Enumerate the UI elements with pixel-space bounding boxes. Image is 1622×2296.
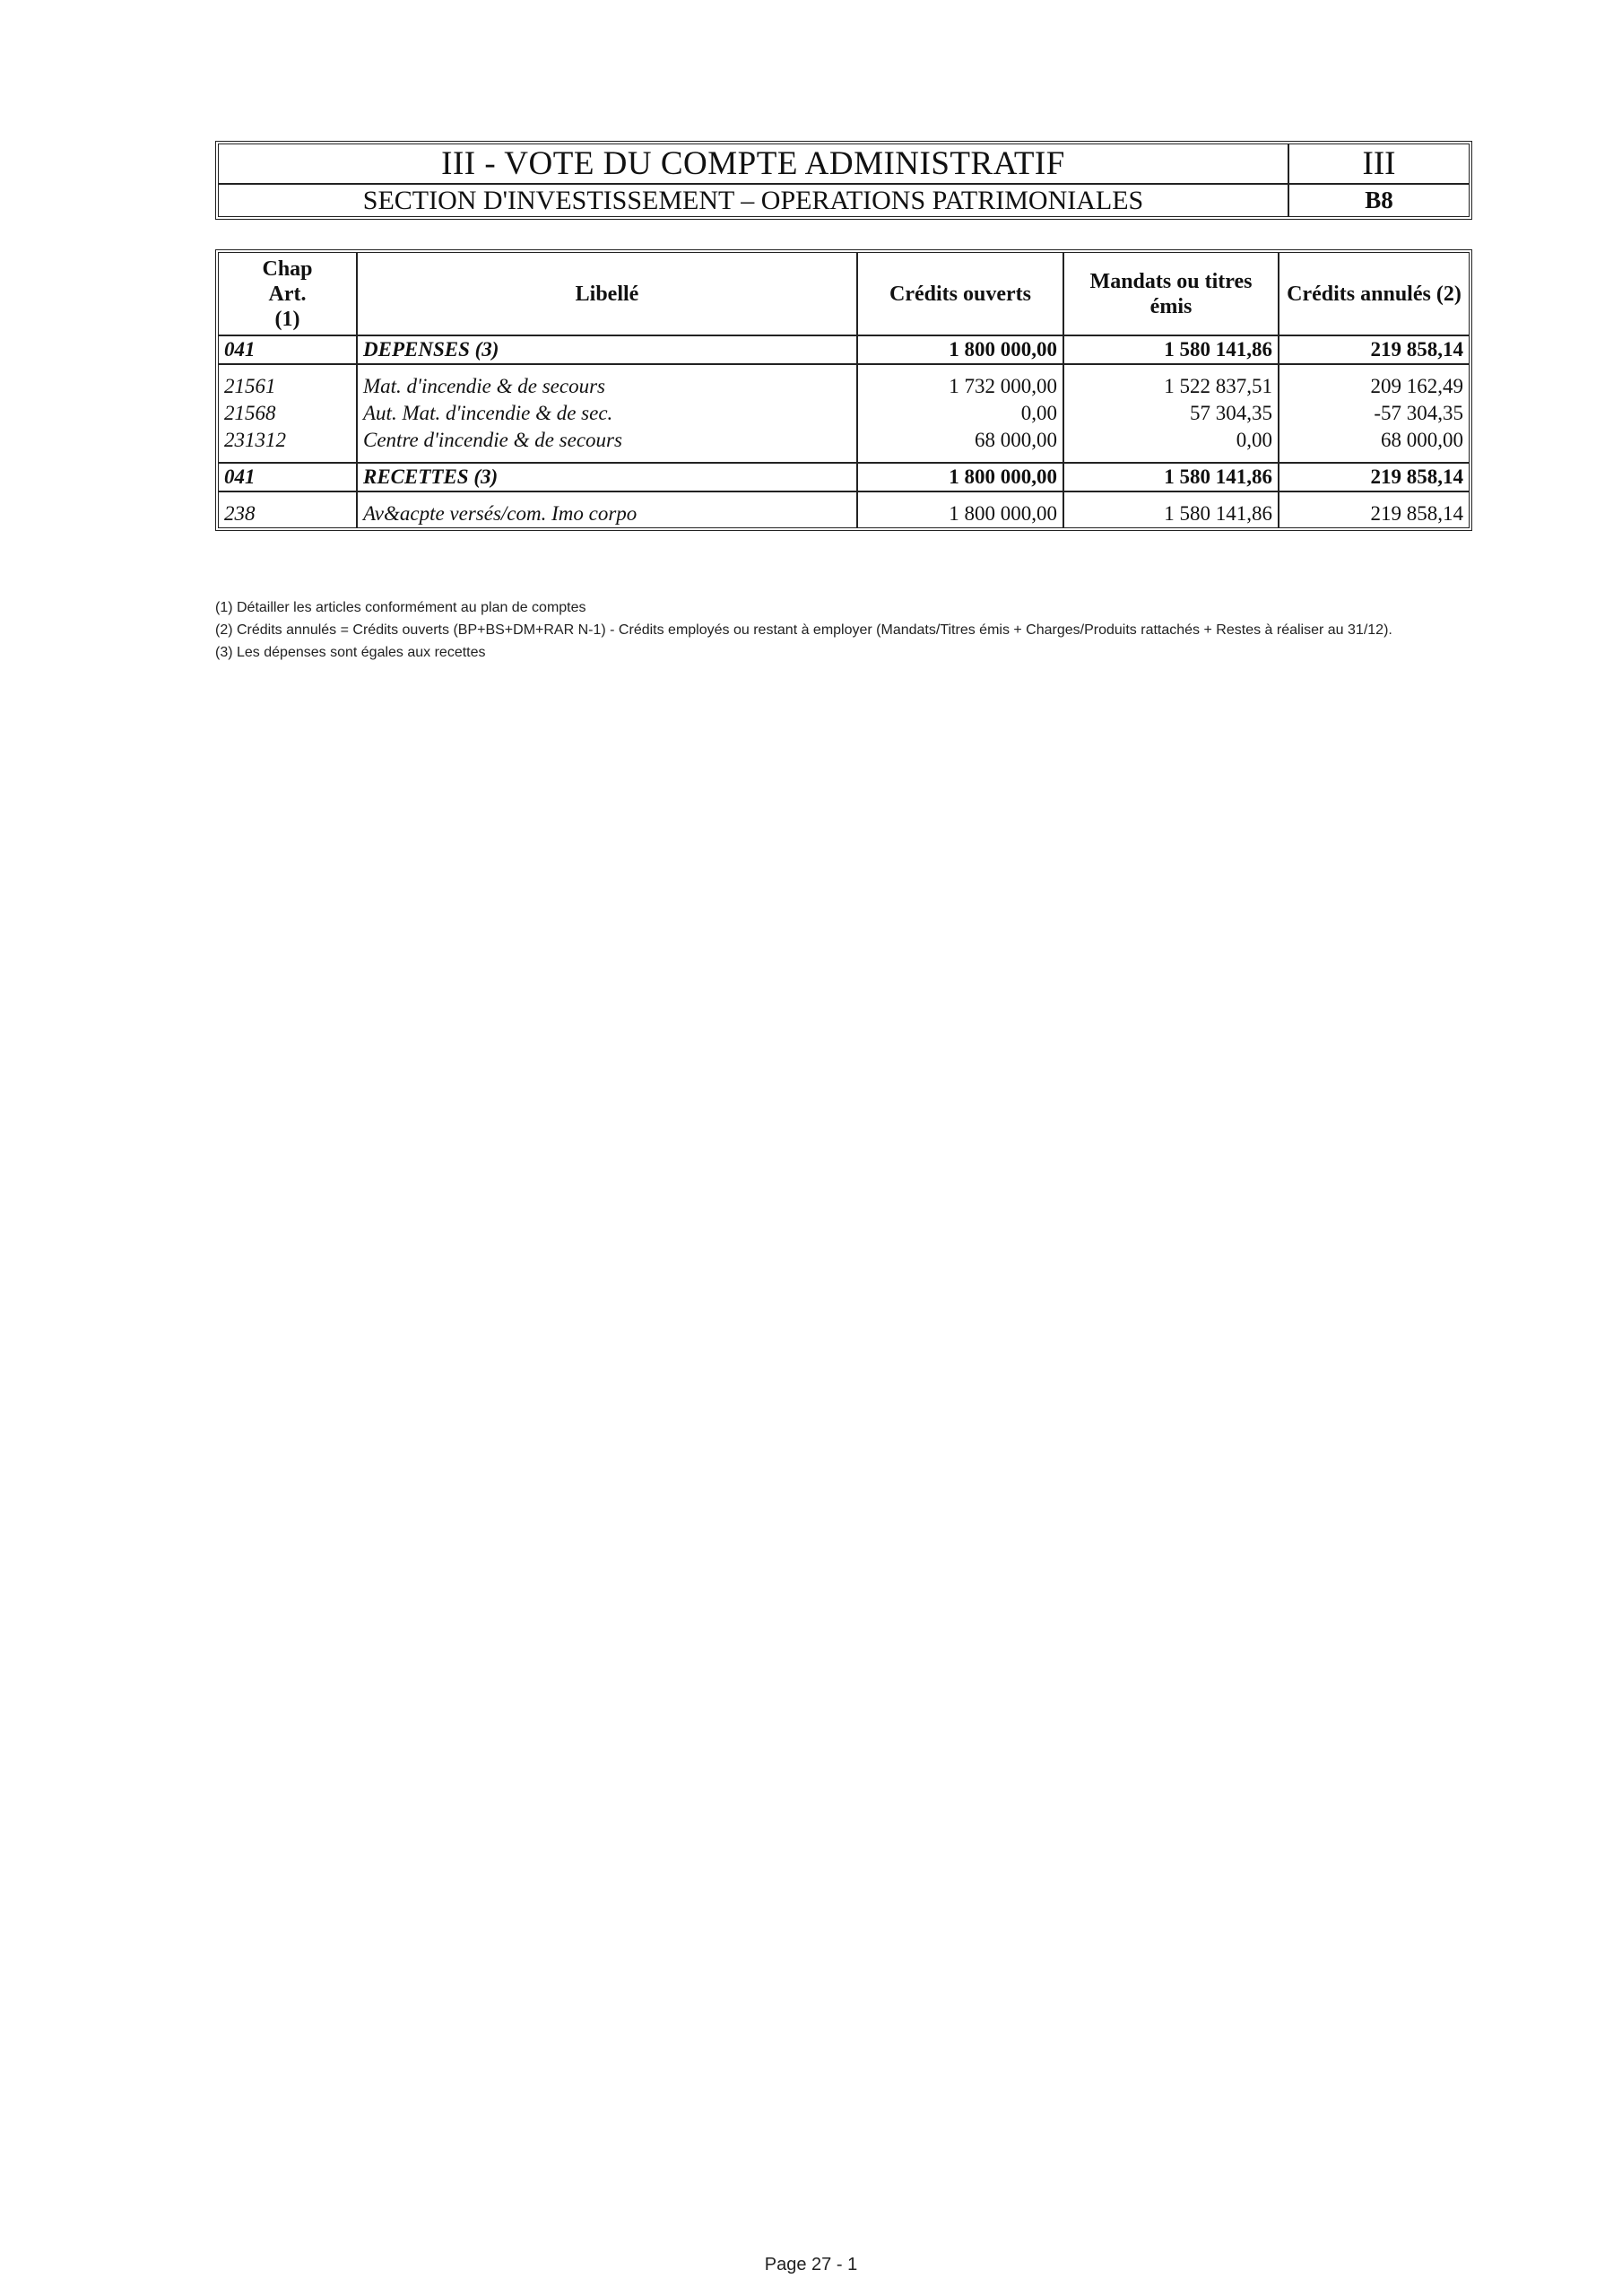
table-row bbox=[219, 427, 1469, 454]
spacer-cell bbox=[357, 364, 857, 373]
col-chap bbox=[219, 253, 357, 335]
section-row-recettes bbox=[219, 463, 1469, 491]
spacer-cell bbox=[857, 454, 1063, 463]
col-chap-line3: (1) bbox=[274, 307, 300, 331]
section-credits-ouverts: 1 800 000,00 bbox=[857, 335, 1063, 364]
table-row bbox=[219, 500, 1469, 527]
spacer-cell bbox=[857, 491, 1063, 500]
row-credits-annules: 219 858,14 bbox=[1370, 502, 1463, 525]
row-code: 21568 bbox=[219, 400, 357, 427]
row-credits-annules: -57 304,35 bbox=[1374, 402, 1463, 424]
spacer-cell bbox=[857, 364, 1063, 373]
header-subtitle-cell bbox=[219, 185, 1289, 216]
row-mandats: 1 522 837,51 bbox=[1063, 373, 1279, 400]
row-credits-ouverts: 0,00 bbox=[857, 400, 1063, 427]
row-label: Av&acpte versés/com. Imo corpo bbox=[357, 500, 857, 527]
row-credits-ouverts: 1 800 000,00 bbox=[857, 500, 1063, 527]
credits-table bbox=[215, 249, 1472, 531]
section-credits-annules: 219 858,14 bbox=[1279, 335, 1469, 364]
spacer-row bbox=[219, 454, 1469, 463]
row-credits-annules: 209 162,49 bbox=[1370, 375, 1463, 397]
spacer-cell bbox=[1063, 364, 1279, 373]
page-number: Page 27 - 1 bbox=[764, 2255, 858, 2274]
section-label: RECETTES (3) bbox=[357, 463, 857, 491]
document-header bbox=[215, 141, 1472, 220]
spacer-cell bbox=[1279, 454, 1469, 463]
section-credits-ouverts: 1 800 000,00 bbox=[857, 463, 1063, 491]
row-credits-annules: 68 000,00 bbox=[1381, 429, 1463, 451]
section-code: 041 bbox=[219, 335, 357, 364]
row-code: 238 bbox=[219, 500, 357, 527]
col-credits-ouverts: Crédits ouverts bbox=[857, 253, 1063, 335]
col-mandats: Mandats ou titres émis bbox=[1063, 253, 1279, 335]
col-chap-line1: Chap bbox=[262, 257, 313, 281]
spacer-cell bbox=[1063, 491, 1279, 500]
row-label: Centre d'incendie & de secours bbox=[357, 427, 857, 454]
footnotes bbox=[215, 597, 1470, 665]
row-code: 231312 bbox=[219, 427, 357, 454]
spacer-row bbox=[219, 364, 1469, 373]
table-row bbox=[219, 373, 1469, 400]
section-label: DEPENSES (3) bbox=[357, 335, 857, 364]
section-row-depenses bbox=[219, 335, 1469, 364]
row-label: Aut. Mat. d'incendie & de sec. bbox=[357, 400, 857, 427]
spacer-cell bbox=[219, 364, 357, 373]
spacer-row bbox=[219, 491, 1469, 500]
section-code: 041 bbox=[219, 463, 357, 491]
section-credits-annules: 219 858,14 bbox=[1279, 463, 1469, 491]
col-chap-line2: Art. bbox=[268, 282, 307, 306]
spacer-cell bbox=[357, 454, 857, 463]
row-credits-ouverts: 1 732 000,00 bbox=[857, 373, 1063, 400]
section-mandats: 1 580 141,86 bbox=[1063, 463, 1279, 491]
footnote-3: (3) Les dépenses sont égales aux recettes bbox=[215, 645, 486, 660]
col-credits-annules: Crédits annulés (2) bbox=[1279, 253, 1469, 335]
spacer-cell bbox=[1279, 491, 1469, 500]
spacer-cell bbox=[357, 491, 857, 500]
header-title: III - VOTE DU COMPTE ADMINISTRATIF bbox=[441, 145, 1065, 182]
header-code-cell bbox=[1289, 144, 1469, 185]
header-code-main: III bbox=[1362, 145, 1396, 182]
row-mandats: 1 580 141,86 bbox=[1063, 500, 1279, 527]
table-row bbox=[219, 400, 1469, 427]
spacer-cell bbox=[219, 454, 357, 463]
row-mandats: 0,00 bbox=[1063, 427, 1279, 454]
row-credits-ouverts: 68 000,00 bbox=[857, 427, 1063, 454]
header-subtitle: SECTION D'INVESTISSEMENT – OPERATIONS PATRIMONIALES bbox=[362, 185, 1144, 215]
spacer-cell bbox=[1063, 454, 1279, 463]
spacer-cell bbox=[219, 491, 357, 500]
row-label: Mat. d'incendie & de secours bbox=[357, 373, 857, 400]
col-libelle: Libellé bbox=[357, 253, 857, 335]
table-header-row bbox=[219, 253, 1469, 335]
row-mandats: 57 304,35 bbox=[1063, 400, 1279, 427]
header-code-sub-cell bbox=[1289, 185, 1469, 216]
footnote-2: (2) Crédits annulés = Crédits ouverts (BP+BS+DM+RAR N-1) - Crédits employés ou restant à employer (Mandats/Titres émis + Charges/Produits rattachés + Restes à réaliser au 31/12). bbox=[215, 622, 1392, 638]
header-code-sub: B8 bbox=[1365, 187, 1393, 213]
header-title-cell bbox=[219, 144, 1289, 185]
row-code: 21561 bbox=[219, 373, 357, 400]
footnote-1: (1) Détailler les articles conformément au plan de comptes bbox=[215, 600, 586, 615]
spacer-cell bbox=[1279, 364, 1469, 373]
section-mandats: 1 580 141,86 bbox=[1063, 335, 1279, 364]
